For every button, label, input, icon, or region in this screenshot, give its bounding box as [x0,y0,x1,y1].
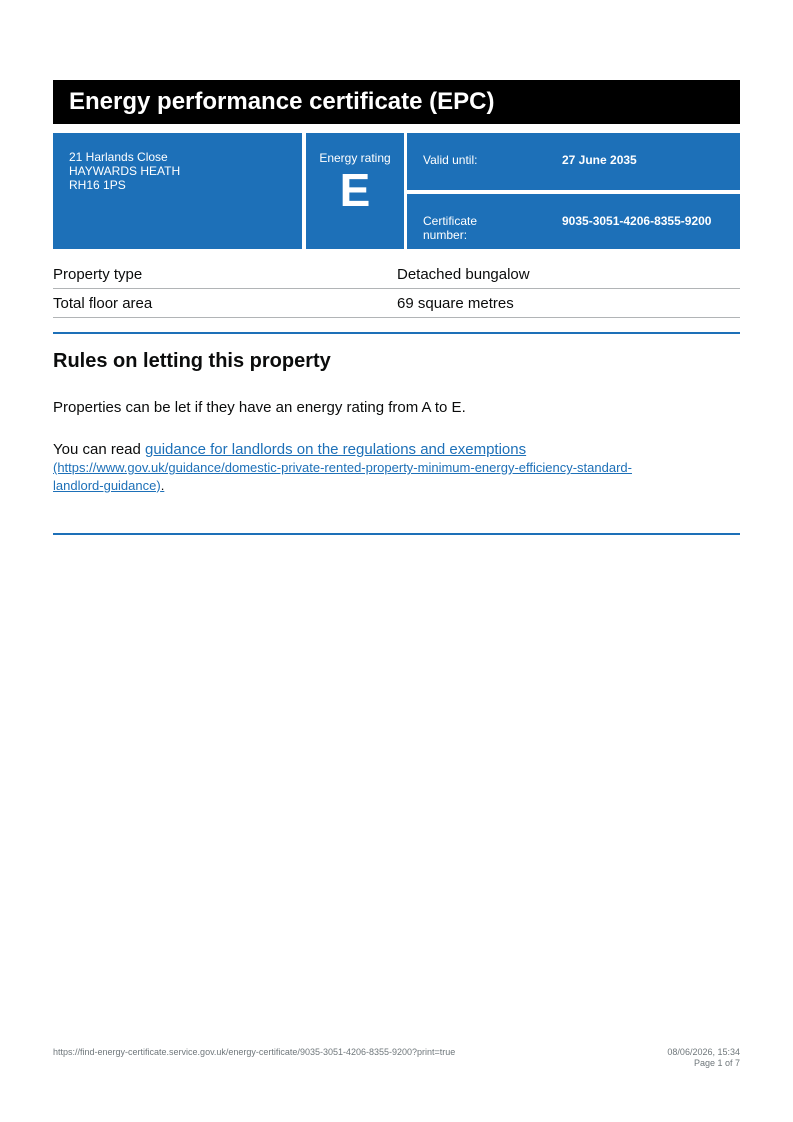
valid-until-label: Valid until: [423,153,478,167]
guidance-url-line2[interactable]: landlord-guidance) [53,478,161,493]
address-line2: HAYWARDS HEATH [69,164,181,178]
valid-until-box [407,133,740,190]
footer-page-number: Page 1 of 7 [693,1058,740,1068]
address-postcode: RH16 1PS [69,178,126,192]
floor-area-key: Total floor area [53,295,153,312]
property-type-key: Property type [53,266,143,283]
energy-rating-box [306,133,404,249]
energy-rating-letter: E [339,164,371,216]
property-type-value: Detached bungalow [397,266,530,283]
guidance-prefix: You can read [53,441,146,458]
certificate-number-value: 9035-3051-4206-8355-9200 [562,214,712,228]
certificate-label-line1: Certificate [423,214,478,228]
valid-until-value: 27 June 2035 [562,153,637,167]
guidance-url-suffix: . [160,478,165,493]
page-title [53,80,740,124]
floor-area-row [53,289,740,318]
footer-datetime: 08/06/2026, 15:34 [667,1047,740,1057]
section-divider-bottom [53,533,740,535]
certificate-label-line2: number: [423,228,468,242]
section-divider-top [53,332,740,334]
address-box [53,133,302,249]
letting-paragraph: Properties can be let if they have an energy rating from A to E. [53,399,466,416]
floor-area-value: 69 square metres [397,295,514,312]
footer-url: https://find-energy-certificate.service.gov.uk/energy-certificate/9035-3051-4206-8355-9200?print=true [53,1047,456,1057]
certificate-number-label [423,214,477,242]
energy-rating-label: Energy rating [319,151,391,165]
guidance-url-line2-wrap[interactable] [53,478,164,493]
page-title-text: Energy performance certificate (EPC) [69,88,495,115]
guidance-url-line1[interactable]: (https://www.gov.uk/guidance/domestic-private-rented-property-minimum-energy-efficiency-standard- [53,460,632,475]
letting-heading: Rules on letting this property [53,350,331,372]
guidance-paragraph [53,441,526,458]
certificate-number-box [407,194,740,249]
address-line1: 21 Harlands Close [69,150,168,164]
guidance-link[interactable]: guidance for landlords on the regulations and exemptions [145,441,527,458]
property-type-row [53,260,740,289]
